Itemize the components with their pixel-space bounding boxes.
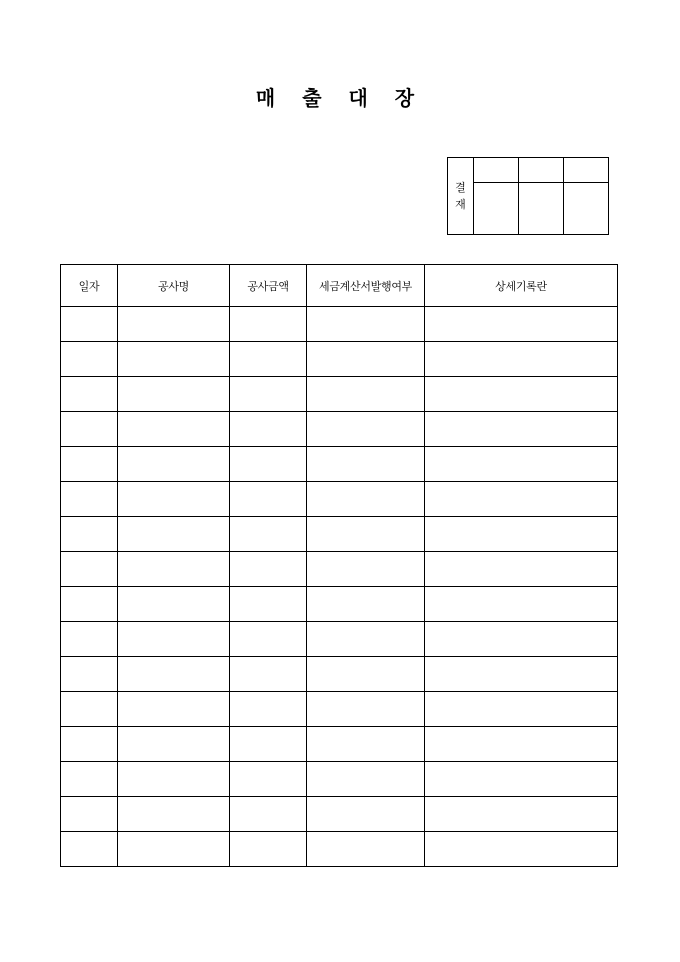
table-header-row xyxy=(61,265,618,307)
table-cell[interactable] xyxy=(61,692,118,727)
table-cell[interactable] xyxy=(307,727,425,762)
table-cell[interactable] xyxy=(307,447,425,482)
table-cell[interactable] xyxy=(61,377,118,412)
approval-box xyxy=(447,157,609,235)
table-cell[interactable] xyxy=(425,412,618,447)
approval-label-line2: 재 xyxy=(455,198,466,211)
table-cell[interactable] xyxy=(230,622,307,657)
table-cell[interactable] xyxy=(307,552,425,587)
table-cell[interactable] xyxy=(118,447,230,482)
table-cell[interactable] xyxy=(230,447,307,482)
table-cell[interactable] xyxy=(118,622,230,657)
table-cell[interactable] xyxy=(425,552,618,587)
table-row xyxy=(61,342,618,377)
table-cell[interactable] xyxy=(118,482,230,517)
table-cell[interactable] xyxy=(425,622,618,657)
table-cell[interactable] xyxy=(425,482,618,517)
table-cell[interactable] xyxy=(61,727,118,762)
table-cell[interactable] xyxy=(230,657,307,692)
table-cell[interactable] xyxy=(307,622,425,657)
table-row xyxy=(61,377,618,412)
page-title: 매 출 대 장 xyxy=(255,86,425,110)
table-cell[interactable] xyxy=(118,797,230,832)
table-cell[interactable] xyxy=(61,797,118,832)
table-row xyxy=(61,552,618,587)
table-cell[interactable] xyxy=(118,377,230,412)
table-cell[interactable] xyxy=(61,762,118,797)
table-row xyxy=(61,797,618,832)
approval-sign-cell-1 xyxy=(474,183,519,235)
table-cell[interactable] xyxy=(61,587,118,622)
table-cell[interactable] xyxy=(118,552,230,587)
table-row xyxy=(61,692,618,727)
sales-ledger-table xyxy=(60,264,618,867)
table-row xyxy=(61,412,618,447)
table-cell[interactable] xyxy=(230,517,307,552)
approval-title-cell-2 xyxy=(519,158,564,183)
table-cell[interactable] xyxy=(230,482,307,517)
table-cell[interactable] xyxy=(307,377,425,412)
table-cell[interactable] xyxy=(307,762,425,797)
table-cell[interactable] xyxy=(61,307,118,342)
table-cell[interactable] xyxy=(230,412,307,447)
table-cell[interactable] xyxy=(230,307,307,342)
table-cell[interactable] xyxy=(61,552,118,587)
table-cell[interactable] xyxy=(230,797,307,832)
table-cell[interactable] xyxy=(425,657,618,692)
table-cell[interactable] xyxy=(61,482,118,517)
table-cell[interactable] xyxy=(425,307,618,342)
table-cell[interactable] xyxy=(118,587,230,622)
table-cell[interactable] xyxy=(118,692,230,727)
ledger-body xyxy=(61,307,618,867)
table-row xyxy=(61,447,618,482)
table-cell[interactable] xyxy=(425,447,618,482)
table-row xyxy=(61,307,618,342)
table-cell[interactable] xyxy=(230,727,307,762)
table-cell[interactable] xyxy=(307,657,425,692)
table-cell[interactable] xyxy=(61,657,118,692)
table-row xyxy=(61,727,618,762)
table-cell[interactable] xyxy=(425,832,618,867)
table-cell[interactable] xyxy=(230,377,307,412)
column-header-project-amount: 공사금액 xyxy=(230,265,307,307)
table-cell[interactable] xyxy=(118,762,230,797)
table-cell[interactable] xyxy=(307,307,425,342)
table-cell[interactable] xyxy=(307,797,425,832)
table-cell[interactable] xyxy=(307,832,425,867)
column-header-details: 상세기록란 xyxy=(425,265,618,307)
table-cell[interactable] xyxy=(61,517,118,552)
approval-title-cell-1 xyxy=(474,158,519,183)
table-cell[interactable] xyxy=(118,832,230,867)
table-cell[interactable] xyxy=(61,412,118,447)
table-cell[interactable] xyxy=(61,622,118,657)
table-row xyxy=(61,657,618,692)
table-cell[interactable] xyxy=(230,552,307,587)
table-cell[interactable] xyxy=(230,587,307,622)
table-cell[interactable] xyxy=(307,587,425,622)
table-cell[interactable] xyxy=(307,692,425,727)
column-header-date: 일자 xyxy=(61,265,118,307)
table-cell[interactable] xyxy=(425,377,618,412)
table-cell[interactable] xyxy=(425,797,618,832)
table-cell[interactable] xyxy=(118,657,230,692)
table-cell[interactable] xyxy=(425,587,618,622)
column-header-project-name: 공사명 xyxy=(118,265,230,307)
table-cell[interactable] xyxy=(61,832,118,867)
table-cell[interactable] xyxy=(425,727,618,762)
approval-sign-cell-3 xyxy=(564,183,609,235)
table-cell[interactable] xyxy=(61,342,118,377)
table-row xyxy=(61,482,618,517)
approval-label xyxy=(448,158,474,235)
table-cell[interactable] xyxy=(118,307,230,342)
table-cell[interactable] xyxy=(118,412,230,447)
table-cell[interactable] xyxy=(230,762,307,797)
table-cell[interactable] xyxy=(230,832,307,867)
table-cell[interactable] xyxy=(425,342,618,377)
table-row xyxy=(61,622,618,657)
table-cell[interactable] xyxy=(118,517,230,552)
table-cell[interactable] xyxy=(230,342,307,377)
column-header-tax-invoice-issued: 세금계산서발행여부 xyxy=(307,265,425,307)
table-cell[interactable] xyxy=(307,517,425,552)
table-cell[interactable] xyxy=(118,342,230,377)
approval-label-line1: 결 xyxy=(455,181,466,194)
table-cell[interactable] xyxy=(307,412,425,447)
table-cell[interactable] xyxy=(230,692,307,727)
table-cell[interactable] xyxy=(61,447,118,482)
table-cell[interactable] xyxy=(307,342,425,377)
table-row xyxy=(61,832,618,867)
table-cell[interactable] xyxy=(307,482,425,517)
table-cell[interactable] xyxy=(118,727,230,762)
approval-title-cell-3 xyxy=(564,158,609,183)
table-row xyxy=(61,517,618,552)
table-cell[interactable] xyxy=(425,517,618,552)
table-cell[interactable] xyxy=(425,762,618,797)
table-row xyxy=(61,762,618,797)
table-cell[interactable] xyxy=(425,692,618,727)
table-row xyxy=(61,587,618,622)
approval-sign-cell-2 xyxy=(519,183,564,235)
